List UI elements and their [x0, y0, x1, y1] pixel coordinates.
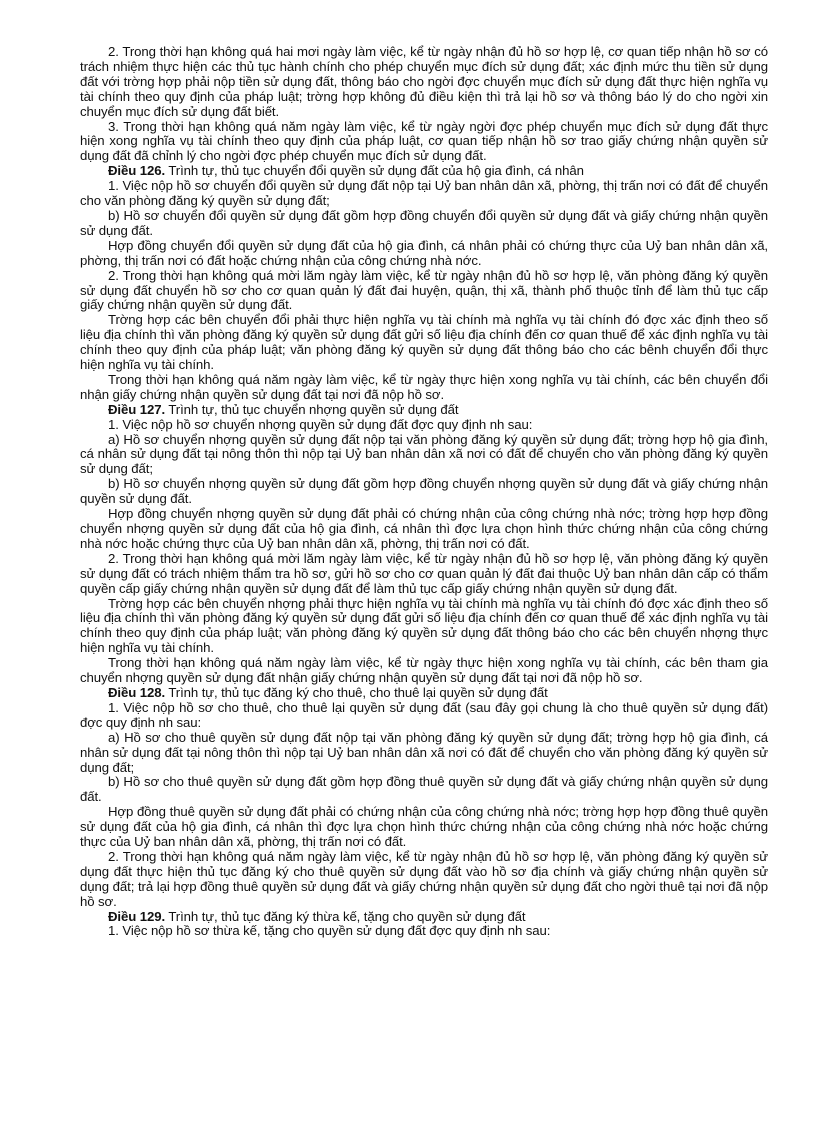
article-heading: [80, 910, 768, 925]
paragraph: 1. Việc nộp hồ sơ cho thuê, cho thuê lại quyền sử dụng đất (sau đây gọi chung là cho thuê quyền sử dụng đất) đợc quy định nh sau:: [80, 699, 768, 730]
paragraph: 1. Việc nộp hồ sơ thừa kế, tặng cho quyền sử dụng đất đợc quy định nh sau:: [108, 923, 551, 939]
paragraph: Hợp đồng chuyển nhợng quyền sử dụng đất phải có chứng nhận của công chứng nhà nớc; trờng hợp hợp đồng chuyển nhợng quyền sử dụng đất của hộ gia đình, cá nhân thì đợc lựa chọn hình thức chứng nhận của công chứng nhà nớc hoặc chứng thực của Uỷ ban nhân dân xã, phờng, thị trấn nơi có đất.: [80, 506, 768, 551]
paragraph: Hợp đồng thuê quyền sử dụng đất phải có chứng nhận của công chứng nhà nớc; trờng hợp hợp đồng thuê quyền sử dụng đất của hộ gia đình, cá nhân thì đợc lựa chọn hình thức chứng nhận của công chứng nhà nớc hoặc chứng thực của Uỷ ban nhân dân xã, phờng, thị trấn nơi có đất.: [80, 804, 768, 850]
document-page: [80, 45, 768, 939]
article-number: Điều 128.: [108, 684, 166, 700]
paragraph: b) Hồ sơ chuyển đổi quyền sử dụng đất gồm hợp đồng chuyển đổi quyền sử dụng đất và giấy chứng nhận quyền sử dụng đất.: [80, 207, 768, 238]
paragraph: 2. Trong thời hạn không quá mời lăm ngày làm việc, kể từ ngày nhận đủ hồ sơ hợp lệ, văn phòng đăng ký quyền sử dụng đất có trách nhiệm thẩm tra hồ sơ, gửi hồ sơ cho cơ quan quản lý đất đai thuộc Uỷ ban nhân dân cấp có thẩm quyền cấp giấy chứng nhận quyền sử dụng đất để làm thủ tục cấp giấy chứng nhận quyền sử dụng đất.: [80, 550, 768, 596]
paragraph: Trong thời hạn không quá năm ngày làm việc, kể từ ngày thực hiện xong nghĩa vụ tài chính, các bên tham gia chuyển nhợng quyền sử dụng đất nhận giấy chứng nhận quyền sử dụng đất tại nơi đã nộp hồ sơ.: [80, 655, 768, 686]
paragraph: b) Hồ sơ cho thuê quyền sử dụng đất gồm hợp đồng thuê quyền sử dụng đất và giấy chứng nhận quyền sử dụng đất.: [80, 774, 768, 805]
paragraph: 2. Trong thời hạn không quá năm ngày làm việc, kể từ ngày nhận đủ hồ sơ hợp lệ, văn phòng đăng ký quyền sử dụng đất thực hiện thủ tục đăng ký cho thuê quyền sử dụng đất vào hồ sơ địa chính và giấy chứng nhận quyền sử dụng đất; trả lại hợp đồng thuê quyền sử dụng đất và giấy chứng nhận quyền sử dụng đất cho ngời thuê tại nơi đã nộp hồ sơ.: [80, 848, 768, 909]
paragraph: 1. Việc nộp hồ sơ chuyển nhợng quyền sử dụng đất đợc quy định nh sau:: [108, 416, 533, 432]
article-number: Điều 129.: [108, 908, 166, 924]
paragraph: a) Hồ sơ chuyển nhợng quyền sử dụng đất nộp tại văn phòng đăng ký quyền sử dụng đất; trờng hợp hộ gia đình, cá nhân sử dụng đất tại nông thôn thì nộp tại Uỷ ban nhân dân xã nơi có đất để chuyển cho văn phòng đăng ký quyền sử dụng đất;: [80, 431, 768, 477]
paragraph: Trong thời hạn không quá năm ngày làm việc, kể từ ngày thực hiện xong nghĩa vụ tài chính, các bên chuyển đổi nhận giấy chứng nhận quyền sử dụng đất tại nơi đã nộp hồ sơ.: [80, 371, 768, 402]
article-title: Trình tự, thủ tục đăng ký thừa kế, tặng cho quyền sử dụng đất: [165, 908, 526, 924]
paragraph: Hợp đồng chuyển đổi quyền sử dụng đất của hộ gia đình, cá nhân phải có chứng thực của Uỷ ban nhân dân xã, phờng, thị trấn nơi có đất hoặc chứng nhận của công chứng nhà nớc.: [80, 237, 768, 268]
article-title: Trình tự, thủ tục chuyển đổi quyền sử dụng đất của hộ gia đình, cá nhân: [165, 163, 584, 179]
article-heading: [80, 164, 768, 179]
article-heading: [80, 686, 768, 701]
paragraph: 2. Trong thời hạn không quá mời lăm ngày làm việc, kể từ ngày nhận đủ hồ sơ hợp lệ, văn phòng đăng ký quyền sử dụng đất chuyển hồ sơ cho cơ quan quản lý đất đai huyện, quận, thị xã, thành phố thuộc tỉnh để làm thủ tục cấp giấy chứng nhận quyền sử dụng đất.: [80, 267, 768, 313]
paragraph: 2. Trong thời hạn không quá hai mơi ngày làm việc, kể từ ngày nhận đủ hồ sơ hợp lệ, cơ quan tiếp nhận hồ sơ có trách nhiệm thực hiện các thủ tục hành chính cho phép chuyển mục đích sử dụng đất; xác định mức thu tiền sử dụng đất với trờng hợp phải nộp tiền sử dụng đất, thông báo cho ngời đợc chuyển mục đích sử dụng đất thực hiện nghĩa vụ tài chính theo quy định của pháp luật; trờng hợp không đủ điều kiện thì trả lại hồ sơ và thông báo lý do cho ngời xin chuyển mục đích sử dụng đất biết.: [80, 44, 768, 119]
article-number: Điều 126.: [108, 163, 166, 179]
paragraph: Trờng hợp các bên chuyển đổi phải thực hiện nghĩa vụ tài chính mà nghĩa vụ tài chính đó đợc xác định theo số liệu địa chính thì văn phòng đăng ký quyền sử dụng đất gửi số liệu địa chính đến cơ quan thuế để xác định nghĩa vụ tài chính theo quy định của pháp luật; văn phòng đăng ký quyền sử dụng đất thông báo cho các bênh chuyển đổi thực hiện nghĩa vụ tài chính.: [80, 312, 768, 373]
paragraph: Trờng hợp các bên chuyển nhợng phải thực hiện nghĩa vụ tài chính mà nghĩa vụ tài chính đó đợc xác định theo số liệu địa chính thì văn phòng đăng ký quyền sử dụng đất gửi số liệu địa chính đến cơ quan thuế để xác định nghĩa vụ tài chính theo quy định của pháp luật; văn phòng đăng ký quyền sử dụng đất thông báo cho các bên chuyển nhợng thực hiện nghĩa vụ tài chính.: [80, 595, 768, 656]
paragraph: 3. Trong thời hạn không quá năm ngày làm việc, kể từ ngày ngời đợc phép chuyển mục đích sử dụng đất thực hiện xong nghĩa vụ tài chính theo quy định của pháp luật, cơ quan tiếp nhận hồ sơ trao giấy chứng nhận quyền sử dụng đất đã chỉnh lý cho ngời đợc phép chuyển mục đích sử dụng đất.: [80, 118, 768, 164]
article-title: Trình tự, thủ tục chuyển nhợng quyền sử dụng đất: [165, 401, 459, 417]
article-title: Trình tự, thủ tục đăng ký cho thuê, cho thuê lại quyền sử dụng đất: [165, 684, 548, 700]
paragraph: 1. Việc nộp hồ sơ chuyển đổi quyền sử dụng đất nộp tại Uỷ ban nhân dân xã, phờng, thị trấn nơi có đất để chuyển cho văn phòng đăng ký quyền sử dụng đất;: [80, 178, 768, 209]
article-heading: [80, 403, 768, 418]
article-number: Điều 127.: [108, 401, 166, 417]
paragraph: a) Hồ sơ cho thuê quyền sử dụng đất nộp tại văn phòng đăng ký quyền sử dụng đất; trờng hợp hộ gia đình, cá nhân sử dụng đất tại nông thôn thì nộp tại Uỷ ban nhân dân xã nơi có đất để chuyển cho văn phòng đăng ký quyền sử dụng đất;: [80, 729, 768, 775]
paragraph: b) Hồ sơ chuyển nhợng quyền sử dụng đất gồm hợp đồng chuyển nhợng quyền sử dụng đất và giấy chứng nhận quyền sử dụng đất.: [80, 476, 768, 507]
